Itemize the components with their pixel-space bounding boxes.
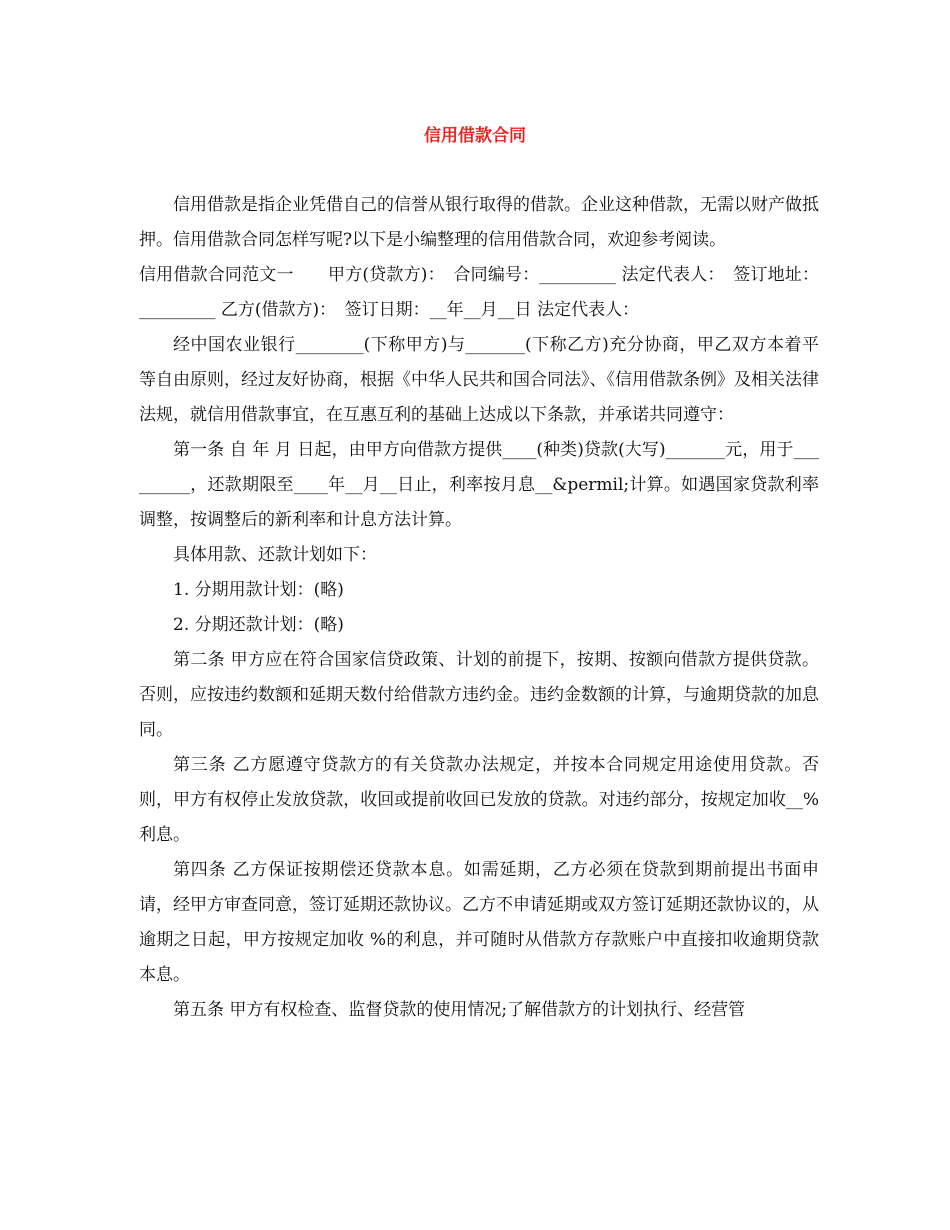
paragraph-article-2: 第二条 甲方应在符合国家信贷政策、计划的前提下，按期、按额向借款方提供贷款。否则，应按违约数额和延期天数付给借款方违约金。违约金数额的计算，与逾期贷款的加息同。	[139, 650, 819, 740]
paragraph-article-3: 第三条 乙方愿遵守贷款方的有关贷款办法规定，并按本合同规定用途使用贷款。否则，甲方有权停止发放贷款，收回或提前收回已发放的贷款。对违约部分，按规定加收__%利息。	[139, 755, 819, 845]
paragraph-plan-heading: 具体用款、还款计划如下：	[173, 545, 377, 565]
paragraph-article-5: 第五条 甲方有权检查、监督贷款的使用情况;了解借款方的计划执行、经营管	[173, 1000, 746, 1020]
paragraph-contract-header: 信用借款合同范文一 甲方(贷款方)： 合同编号：_________ 法定代表人： 签订地址：_________ 乙方(借款方)： 签订日期：__年__月__日 法定代表人：	[139, 265, 819, 320]
paragraph-plan-item-2: 2. 分期还款计划：(略)	[173, 615, 344, 635]
paragraph-article-1: 第一条 自 年 月 日起，由甲方向借款方提供____(种类)贷款(大写)_______元，用于_________，还款期限至____年__月__日止，利率按月息__&permil;计算。如遇国家贷款利率调整，按调整后的新利率和计息方法计算。	[139, 440, 819, 530]
paragraph-plan-item-1: 1. 分期用款计划：(略)	[173, 580, 344, 600]
paragraph-article-4: 第四条 乙方保证按期偿还贷款本息。如需延期，乙方必须在贷款到期前提出书面申请，经甲方审查同意，签订延期还款协议。乙方不申请延期或双方签订延期还款协议的，从逾期之日起，甲方按规定加收 %的利息，并可随时从借款方存款账户中直接扣收逾期贷款本息。	[139, 860, 819, 985]
document-title: 信用借款合同	[424, 126, 526, 146]
paragraph-preamble: 经中国农业银行________(下称甲方)与_______(下称乙方)充分协商，甲乙双方本着平等自由原则，经过友好协商，根据《中华人民共和国合同法》、《信用借款条例》及相关法律法规，就信用借款事宜，在互惠互利的基础上达成以下条款，并承诺共同遵守：	[139, 335, 819, 425]
document-body	[139, 188, 819, 1028]
paragraph-intro: 信用借款是指企业凭借自己的信誉从银行取得的借款。企业这种借款，无需以财产做抵押。信用借款合同怎样写呢?以下是小编整理的信用借款合同，欢迎参考阅读。	[139, 195, 819, 250]
